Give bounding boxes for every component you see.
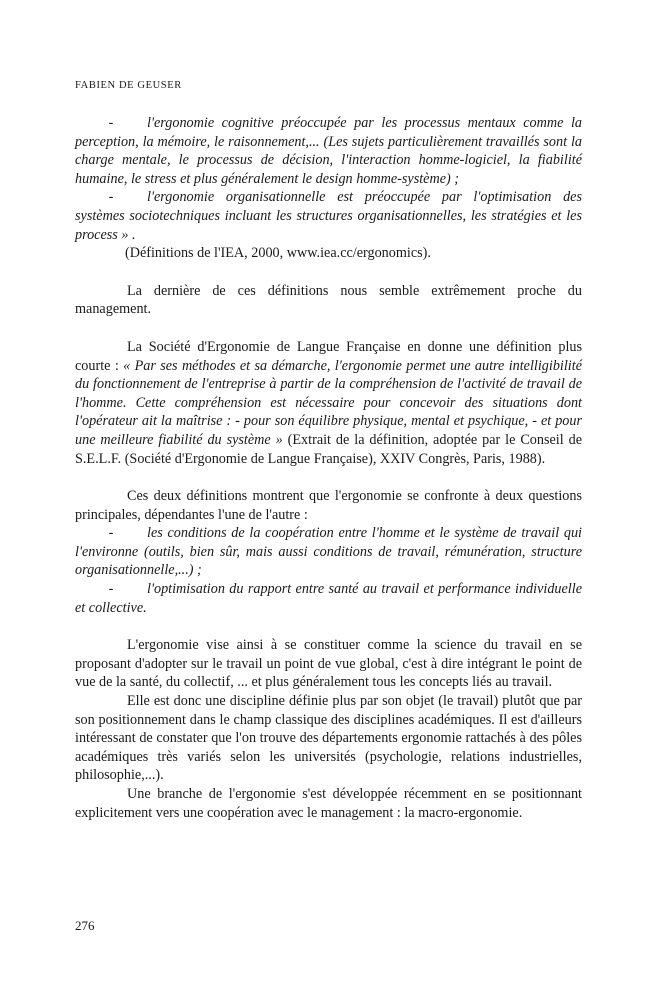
list-item: - les conditions de la coopération entre l'homme et le système de travail qui l'environne (outils, bien sûr, mais aussi conditions de travail, rémunération, structure organisationnelle,...) ; bbox=[75, 525, 582, 579]
source-citation: (Définitions de l'IEA, 2000, www.iea.cc/ergonomics). bbox=[125, 245, 431, 262]
paragraph: La Société d'Ergonomie de Langue Française en donne une définition plus courte : « Par ses méthodes et sa démarche, l'ergonomie permet une autre intelligibilité du fonctionnement de l'entreprise à partir de la compréhension de l'activité de travail de l'homme. Cette compréhension est nécessaire pour concevoir des situations dont l'opérateur ait la maîtrise : - pour son équilibre physique, mental et psychique, - et pour une meilleure fiabilité du système » (Extrait de la définition, adoptée par le Conseil de S.E.L.F. (Société d'Ergonomie de Langue Française), XXIV Congrès, Paris, 1988). bbox=[75, 338, 582, 467]
paragraph: Ces deux définitions montrent que l'ergonomie se confronte à deux questions principales, dépendantes l'une de l'autre : bbox=[75, 488, 582, 523]
paragraph: L'ergonomie vise ainsi à se constituer comme la science du travail en se proposant d'adopter sur le travail un point de vue global, c'est à dire intégrant le point de vue de la santé, du collectif, ... et plus généralement tous les concepts liés au travail. bbox=[75, 637, 582, 691]
list-item: - l'ergonomie cognitive préoccupée par les processus mentaux comme la perception, la mémoire, le raisonnement,... (Les sujets particulièrement travaillés sont la charge mentale, le processus de décision, l'interaction homme-logiciel, la fiabilité humaine, le stress et plus généralement le design homme-système) ; bbox=[75, 115, 582, 187]
list-dash: - bbox=[108, 115, 114, 131]
paragraph: Elle est donc une discipline définie plus par son objet (le travail) plutôt que par son positionnement dans le champ classique des disciplines académiques. Il est d'ailleurs intéressant de constater que l'on trouve des départements ergonomie rattachés à des pôles académiques très variés selon les universités (psychologie, relations industrielles, philosophie,...). bbox=[75, 693, 582, 784]
list-item: - l'optimisation du rapport entre santé au travail et performance individuelle et collective. bbox=[75, 581, 582, 616]
list-dash: - bbox=[108, 525, 114, 542]
list-dash: - bbox=[108, 581, 114, 598]
running-header: FABIEN DE GEUSER bbox=[75, 80, 182, 91]
quotation: « Par ses méthodes et sa démarche, l'ergonomie permet une autre intelligibilité du fonctionnement de l'entreprise à partir de la compréhension de l'activité de travail de l'homme. Cette compréhension est nécessaire pour concevoir des situations dont l'opérateur ait la maîtrise : - pour son équilibre physique, mental et psychique, - et pour une meilleure fiabilité du système » bbox=[75, 357, 582, 448]
list-item: - l'ergonomie organisationnelle est préoccupée par l'optimisation des systèmes sociotechniques incluant les structures organisationnelles, les stratégies et les process » . bbox=[75, 189, 582, 243]
paragraph: La dernière de ces définitions nous semble extrêmement proche du management. bbox=[75, 282, 582, 318]
paragraph: Une branche de l'ergonomie s'est développée récemment en se positionnant explicitement vers une coopération avec le management : la macro-ergonomie. bbox=[75, 786, 582, 821]
page-number: 276 bbox=[75, 918, 95, 933]
page-body bbox=[75, 114, 582, 822]
list-dash: - bbox=[108, 189, 114, 206]
